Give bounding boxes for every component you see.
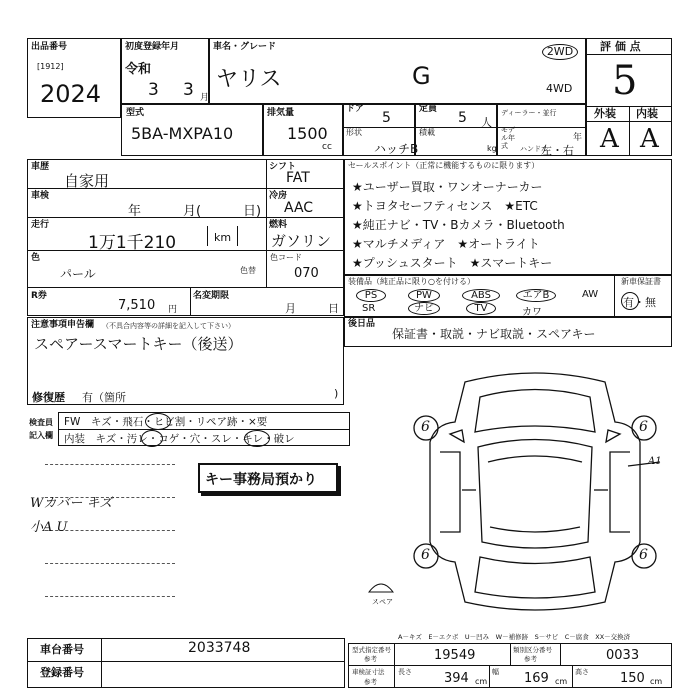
interior-score: A	[640, 124, 659, 154]
sales-point-line: ★ユーザー買取・ワンオーナーカー	[352, 180, 543, 194]
score-value: 5	[612, 58, 638, 104]
name-change-month: 月	[285, 302, 296, 315]
equip-aw: AW	[582, 289, 599, 300]
scuff-circle	[244, 430, 270, 447]
key-stamp-text: キー事務局預かり	[205, 472, 317, 488]
registration-label: 登録番号	[40, 666, 84, 679]
equip-ps: PS	[356, 289, 386, 302]
lot-code: [1912]	[37, 62, 64, 71]
tire-front-left: 6	[421, 419, 430, 435]
capacity-value: 5	[458, 110, 467, 126]
handle-label: ハンドル	[520, 145, 548, 153]
cooling-label: 冷房	[269, 191, 288, 201]
equipment-label: 装備品（純正品に限り○を付ける）	[348, 277, 475, 286]
inspector-label-2: 記入欄	[29, 431, 53, 440]
cooling-value: AAC	[284, 200, 314, 216]
displacement-unit: cc	[322, 142, 332, 152]
diagram-note: A1	[648, 456, 662, 467]
dealer-label: ディーラー・並行	[501, 109, 557, 117]
history-label: 車歴	[31, 162, 50, 172]
attachments-value: 保証書・取説・ナビ取説・スペアキー	[392, 327, 596, 341]
inspection-day: 日)	[243, 204, 262, 219]
equip-pw: PW	[408, 289, 440, 302]
name-change-label: 名変期限	[193, 291, 230, 301]
stone-circle	[145, 413, 171, 430]
sales-point-line: ★プッシュスタート ★スマートキー	[352, 256, 553, 270]
color-label: 色	[31, 253, 41, 263]
warranty-value: 有・無	[623, 296, 656, 309]
score-label: 評 価 点	[600, 40, 641, 53]
height-unit: cm	[650, 677, 663, 686]
chassis-value: 2033748	[188, 640, 251, 656]
history-value: 自家用	[64, 172, 110, 190]
lot-label: 出品番号	[31, 42, 68, 52]
recycle-value: 7,510	[118, 298, 156, 313]
first-reg-year: 3	[148, 80, 159, 100]
type-spec-label: 型式指定番号	[352, 646, 391, 654]
notes-label: 注意事項申告欄	[31, 320, 95, 330]
car-grade: G	[412, 62, 431, 90]
length-unit: cm	[475, 677, 488, 686]
lot-number: 2024	[40, 80, 102, 108]
car-diagram	[400, 362, 670, 622]
door-value: 5	[382, 110, 391, 126]
dashed-line	[45, 596, 175, 597]
sales-points-label: セールスポイント（正常に機能するものに限ります）	[348, 161, 540, 170]
width-unit: cm	[555, 677, 568, 686]
tire-rear-left: 6	[421, 547, 430, 563]
notes-value: スペアースマートキー（後送）	[34, 335, 243, 353]
exterior-score: A	[600, 124, 619, 154]
size-label: 車検証寸法	[352, 668, 385, 676]
spare-tire-icon	[366, 580, 396, 598]
equip-tv: TV	[466, 302, 496, 315]
equip-sr: SR	[362, 303, 376, 314]
model-year-unit: 年	[573, 133, 583, 143]
mileage-label: 走行	[31, 220, 50, 230]
length-label: 長さ	[398, 668, 412, 676]
width-label: 幅	[492, 668, 499, 676]
color-code-label: 色コード	[270, 253, 302, 262]
model-year-label: モデル年式	[501, 126, 515, 150]
damage-legend: A－キズ E－エクボ U－凹み W－補修跡 S－サビ C－腐食 XX－交換済	[398, 633, 631, 641]
notes-sublabel: （不具合内容等の詳細を記入して下さい）	[102, 322, 235, 330]
shape-label: 形状	[346, 128, 362, 137]
exterior-label: 外装	[594, 107, 616, 120]
handle-value: 左・右	[541, 144, 574, 157]
inspection-month: 月(	[183, 204, 202, 219]
first-reg-month-unit: 月	[200, 93, 210, 103]
inspector-label-1: 検査員	[29, 418, 53, 427]
type-spec-value: 19549	[434, 648, 476, 663]
recycle-label: R券	[31, 291, 47, 301]
class-no-label: 類別区分番号	[513, 646, 552, 654]
first-reg-label: 初度登録年月	[125, 42, 180, 52]
tire-front-right: 6	[639, 419, 648, 435]
load-unit: kg	[487, 144, 497, 153]
door-label: ドア	[346, 104, 364, 114]
width-value: 169	[524, 671, 549, 686]
repair-value: 有（箇所	[82, 391, 126, 404]
stain-circle	[141, 430, 163, 447]
tire-rear-right: 6	[639, 547, 648, 563]
inspector-row-2: 内装 キズ・汚レ・コゲ・穴・スレ・キレ・破レ	[64, 433, 295, 445]
length-value: 394	[444, 671, 469, 686]
car-name: ヤリス	[216, 67, 282, 92]
height-label: 高さ	[575, 668, 589, 676]
type-spec-ref: 参考	[364, 655, 377, 663]
dashed-line	[45, 464, 175, 465]
first-reg-month: 3	[183, 80, 194, 100]
class-no-value: 0033	[606, 648, 640, 663]
handwritten-note-2: 小A U	[30, 520, 68, 535]
displacement-label: 排気量	[267, 108, 295, 118]
height-value: 150	[620, 671, 645, 686]
equip-airbag: エアB	[516, 289, 556, 302]
equip-abs: ABS	[462, 289, 500, 302]
class-no-ref: 参考	[524, 655, 537, 663]
shift-label: シフト	[269, 162, 297, 172]
capacity-label: 定員	[419, 104, 438, 114]
shape-value: ハッチB	[374, 142, 419, 156]
sales-point-line: ★マルチメディア ★オートライト	[352, 237, 540, 251]
model-value: 5BA-MXPA10	[131, 124, 234, 143]
mileage-unit: km	[214, 231, 232, 244]
spare-label: スペア	[372, 598, 393, 606]
shift-value: FAT	[286, 170, 310, 186]
size-ref: 参考	[364, 678, 377, 686]
capacity-unit: 人	[481, 116, 492, 129]
color-code: 070	[294, 266, 319, 281]
recycle-unit: 円	[168, 305, 178, 315]
attachments-label: 後日品	[348, 319, 376, 329]
name-label: 車名・グレード	[213, 42, 277, 52]
inspection-year: 年	[128, 204, 142, 219]
repair-label: 修復歴	[32, 391, 65, 404]
equip-navi: ナビ	[408, 302, 440, 315]
interior-label: 内装	[636, 107, 658, 120]
repair-close: )	[334, 387, 339, 400]
equip-leather: カワ	[522, 307, 542, 318]
drive-2wd-circle: 2WD	[542, 44, 578, 60]
color-change-label: 色替	[240, 266, 256, 275]
first-reg-era: 令和	[125, 62, 152, 77]
fuel-label: 燃料	[269, 220, 288, 230]
warranty-yes-circle	[621, 292, 639, 310]
sales-point-line: ★純正ナビ・TV・Bカメラ・Bluetooth	[352, 218, 565, 232]
displacement-value: 1500	[287, 124, 328, 143]
fuel-value: ガソリン	[271, 232, 332, 250]
handwritten-note-1: Wカバー キズ	[30, 496, 113, 511]
name-change-day: 日	[328, 302, 339, 315]
color-value: パール	[60, 267, 96, 281]
mileage-value: 1万1千210	[88, 233, 177, 253]
inspector-row-1: FW キズ・飛石・ヒビ割・リペア跡・×要	[64, 416, 268, 428]
chassis-label: 車台番号	[40, 643, 84, 656]
model-label: 型式	[126, 108, 145, 118]
load-label: 積載	[419, 128, 435, 137]
drive-4wd: 4WD	[546, 82, 573, 95]
dashed-line	[45, 563, 175, 564]
sales-point-line: ★トヨタセーフティセンス ★ETC	[352, 199, 538, 213]
warranty-label: 新車保証書	[621, 277, 661, 286]
inspection-label: 車検	[31, 191, 50, 201]
